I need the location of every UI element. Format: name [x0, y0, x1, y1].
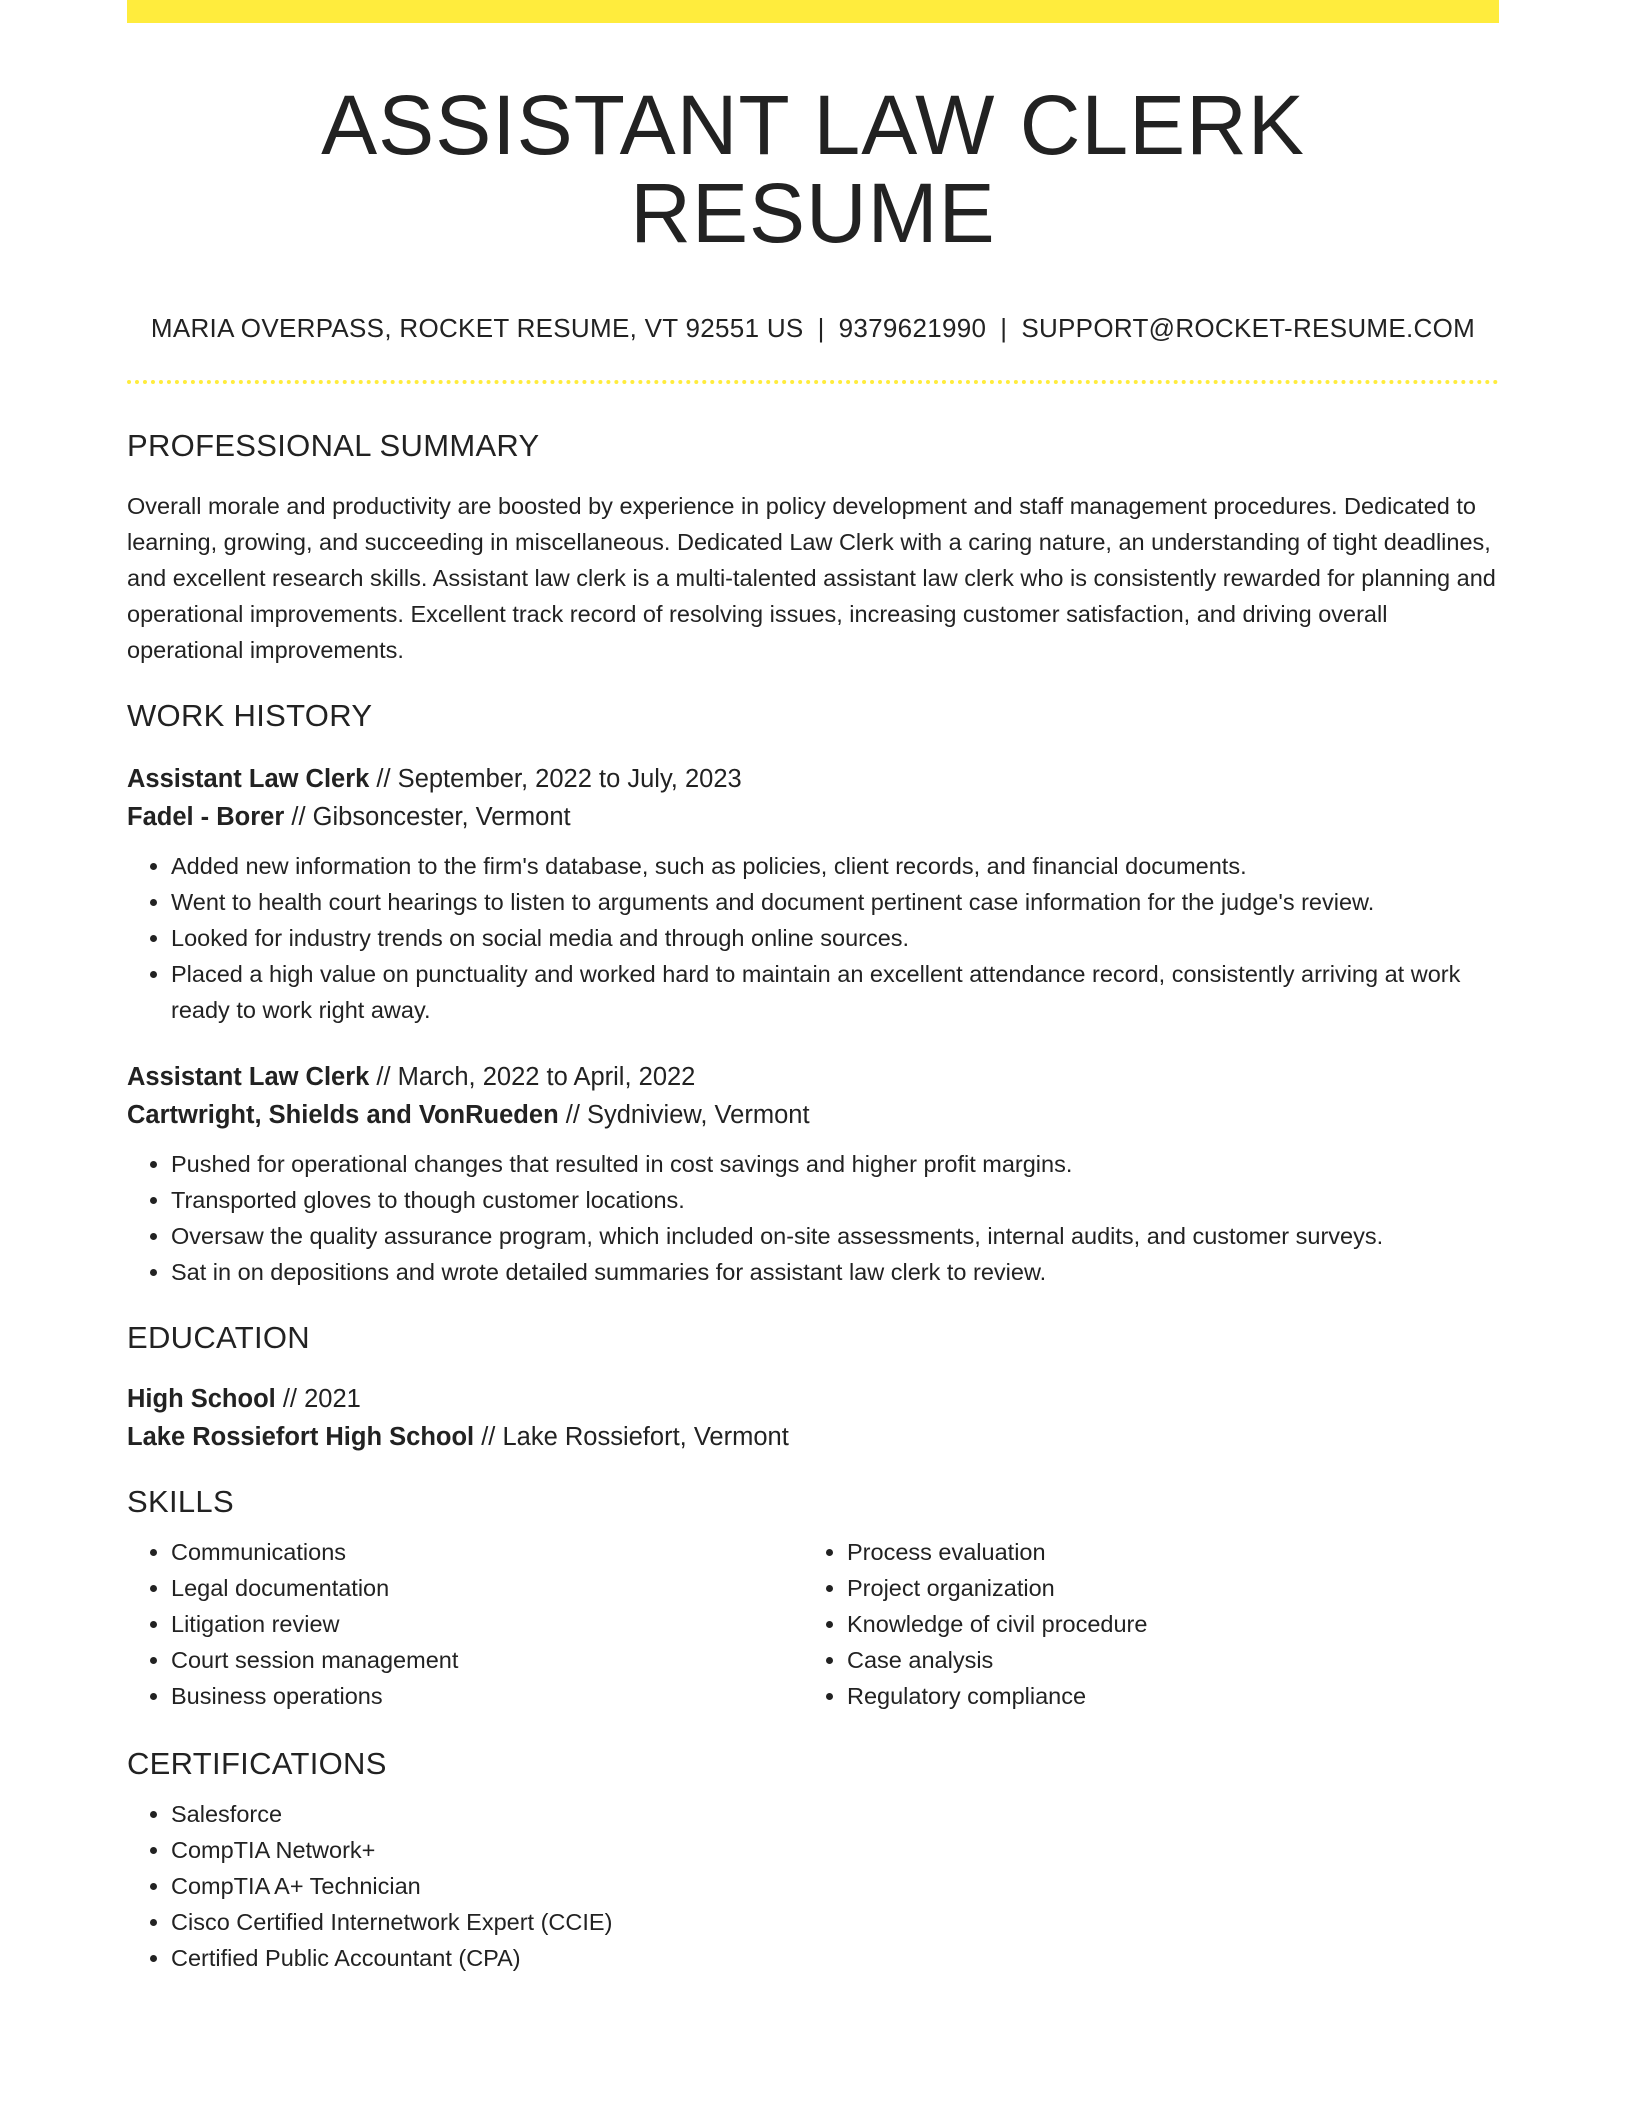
- job-company: Cartwright, Shields and VonRueden: [127, 1101, 559, 1130]
- list-item: • Cisco Certified Internetwork Expert (CCIE): [171, 1904, 1499, 1940]
- list-item: • Court session management: [171, 1642, 803, 1678]
- contact-phone: 9379621990: [838, 313, 987, 344]
- education-location: // Lake Rossiefort, Vermont: [474, 1423, 789, 1452]
- list-item: • CompTIA Network+: [171, 1832, 1499, 1868]
- summary-text: Overall morale and productivity are boosted by experience in policy development and staff management procedures. Dedicated to learning, growing, and succeeding in miscellaneous. Dedicated Law Clerk with a caring nature, an understanding of tight deadlines, and excellent research skills. Assistant law clerk is a multi-talented assistant law clerk who is consistently rewarded for planning and operational improvements. Excellent track record of resolving issues, increasing customer satisfaction, and driving overall operational improvements.: [127, 493, 1496, 664]
- job-location: // Gibsoncester, Vermont: [284, 803, 571, 832]
- certifications-heading: CERTIFICATIONS: [127, 1746, 387, 1782]
- list-item: • Communications: [171, 1534, 803, 1570]
- list-item: • Transported gloves to though customer locations.: [171, 1182, 1499, 1218]
- education-school: Lake Rossiefort High School: [127, 1423, 475, 1452]
- job-title: Assistant Law Clerk: [127, 1063, 370, 1092]
- work-history-heading: WORK HISTORY: [127, 698, 373, 734]
- skills-heading: SKILLS: [127, 1484, 234, 1520]
- list-item: • Litigation review: [171, 1606, 803, 1642]
- list-item: • Process evaluation: [847, 1534, 1479, 1570]
- skills-grid: [127, 1534, 1499, 1714]
- list-item: • Oversaw the quality assurance program, which included on-site assessments, internal audits, and customer surveys.: [171, 1218, 1499, 1254]
- education-degree: High School: [127, 1385, 276, 1414]
- list-item: • Knowledge of civil procedure: [847, 1606, 1479, 1642]
- job-company-line: [127, 1096, 1499, 1134]
- list-item: • Placed a high value on punctuality and worked hard to maintain an excellent attendance record, consistently arriving at work ready to work right away.: [171, 956, 1499, 1028]
- job-dates: // March, 2022 to April, 2022: [369, 1063, 696, 1092]
- job-entry: [127, 1058, 1499, 1290]
- education-degree-line: [127, 1380, 1499, 1418]
- contact-email: SUPPORT@ROCKET-RESUME.COM: [1021, 313, 1476, 344]
- list-item: • Project organization: [847, 1570, 1479, 1606]
- job-company: Fadel - Borer: [127, 803, 285, 832]
- job-title: Assistant Law Clerk: [127, 765, 370, 794]
- job-title-line: [127, 1058, 1499, 1096]
- job-bullets: [127, 1146, 1499, 1290]
- list-item: • Sat in on depositions and wrote detailed summaries for assistant law clerk to review.: [171, 1254, 1499, 1290]
- resume-title: ASSISTANT LAW CLERK RESUME: [321, 78, 1305, 261]
- education-year: // 2021: [275, 1385, 361, 1414]
- education-heading: EDUCATION: [127, 1320, 310, 1356]
- list-item: • Salesforce: [171, 1796, 1499, 1832]
- contact-address: MARIA OVERPASS, ROCKET RESUME, VT 92551 US: [150, 313, 804, 344]
- education-entry: [127, 1380, 1499, 1456]
- resume-page: [127, 0, 1499, 1976]
- list-item: • Business operations: [171, 1678, 803, 1714]
- list-item: • Certified Public Accountant (CPA): [171, 1940, 1499, 1976]
- job-company-line: [127, 798, 1499, 836]
- accent-top-bar: [127, 0, 1499, 23]
- contact-separator: |: [817, 313, 825, 344]
- list-item: • Regulatory compliance: [847, 1678, 1479, 1714]
- list-item: • Added new information to the firm's database, such as policies, client records, and financial documents.: [171, 848, 1499, 884]
- job-title-line: [127, 760, 1499, 798]
- contact-separator: |: [1000, 313, 1008, 344]
- skills-left-column: [127, 1534, 803, 1714]
- dotted-divider: [127, 380, 1499, 384]
- list-item: • Looked for industry trends on social media and through online sources.: [171, 920, 1499, 956]
- education-school-line: [127, 1418, 1499, 1456]
- list-item: • CompTIA A+ Technician: [171, 1868, 1499, 1904]
- list-item: • Pushed for operational changes that resulted in cost savings and higher profit margins.: [171, 1146, 1499, 1182]
- job-location: // Sydniview, Vermont: [558, 1101, 810, 1130]
- list-item: • Legal documentation: [171, 1570, 803, 1606]
- list-item: • Went to health court hearings to listen to arguments and document pertinent case information for the judge's review.: [171, 884, 1499, 920]
- job-entry: [127, 760, 1499, 1028]
- certifications-list: [127, 1796, 1499, 1976]
- list-item: • Case analysis: [847, 1642, 1479, 1678]
- skills-right-column: [803, 1534, 1479, 1714]
- contact-line: [127, 313, 1499, 344]
- summary-heading: PROFESSIONAL SUMMARY: [127, 428, 540, 464]
- job-bullets: [127, 848, 1499, 1028]
- job-dates: // September, 2022 to July, 2023: [369, 765, 742, 794]
